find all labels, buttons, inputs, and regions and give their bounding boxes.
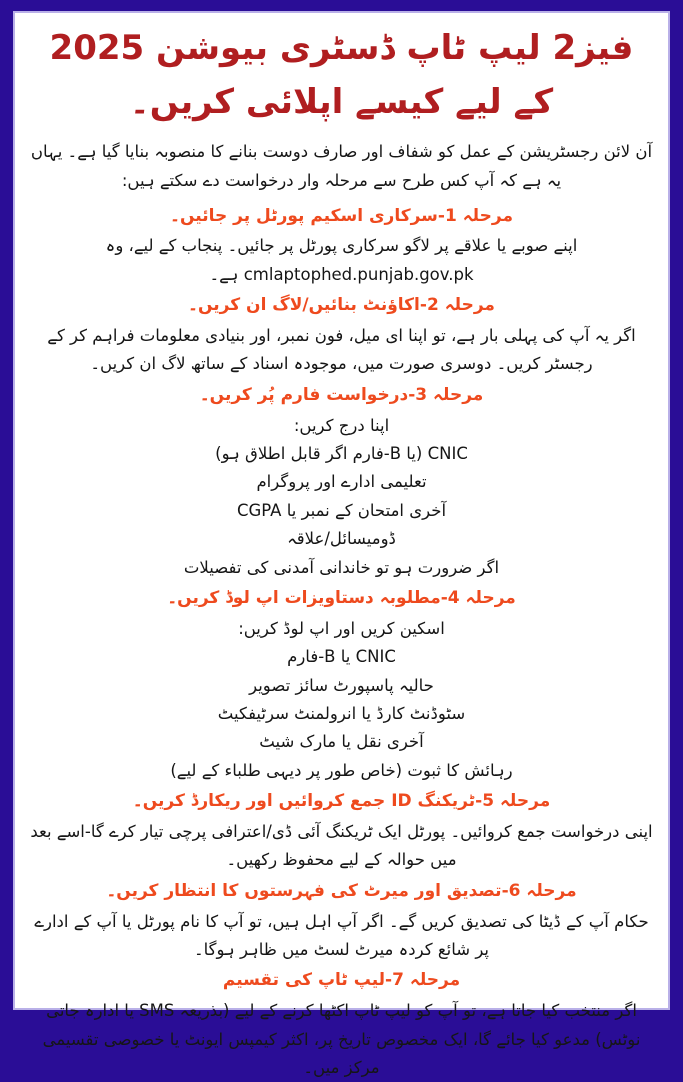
step-6-section: [29, 875, 654, 965]
step-3-item-income: اگر ضرورت ہو تو خاندانی آمدنی کی تفصیلات: [183, 557, 500, 577]
step-5-heading: مرحلہ 5-ٹریکنگ ID جمع کروائیں اور ریکارڈ کریں۔: [132, 791, 551, 812]
step-2-section: [29, 289, 654, 379]
step-1-body: اپنے صوبے یا علاقے پر لاگو سرکاری پورٹل پر جائیں۔ پنجاب کے لیے، وہ cmlaptophed.punjab.gov.pk ہے۔: [105, 236, 578, 284]
step-3-intro-line: اپنا درج کریں:: [293, 415, 390, 435]
intro-paragraph: آن لائن رجسٹریشن کے عمل کو شفاف اور صارف دوست بنانے کا منصوبہ بنایا گیا ہے۔ یہاں یہ ہے کہ آپ کس طرح سے مرحلہ وار درخواست دے سکتے ہیں:: [30, 141, 653, 190]
step-7-section: [29, 964, 654, 1082]
step-4-item-transcript: آخری نقل یا مارک شیٹ: [259, 732, 424, 752]
step-5-body: اپنی درخواست جمع کروائیں۔ پورٹل ایک ٹریکنگ آئی ڈی/اعترافی پرچی تیار کرے گا-اسے بعد میں حوالہ کے لیے محفوظ رکھیں۔: [30, 821, 653, 870]
step-3-item-institute: تعلیمی ادارے اور پروگرام: [256, 472, 427, 492]
step-4-item-cnic: CNIC یا B-فارم: [287, 647, 396, 667]
step-4-item-residence: رہائش کا ثبوت (خاص طور پر دیہی طلباء کے لیے): [170, 760, 513, 780]
step-6-body: حکام آپ کے ڈیٹا کی تصدیق کریں گے۔ اگر آپ اہل ہیں، تو آپ کا نام پورٹل یا آپ کے ادارے پر شائع کردہ میرٹ لسٹ میں ظاہر ہوگا۔: [34, 911, 649, 959]
step-3-heading: مرحلہ 3-درخواست فارم پُر کریں۔: [199, 384, 484, 405]
step-4-heading: مرحلہ 4-مطلوبہ دستاویزات اپ لوڈ کریں۔: [167, 587, 516, 608]
step-6-heading: مرحلہ 6-تصدیق اور میرٹ کی فہرستوں کا انتظار کریں۔: [106, 880, 577, 901]
step-2-body: اگر یہ آپ کی پہلی بار ہے، تو اپنا ای میل، فون نمبر، اور بنیادی معلومات فراہم کر کے رجسٹر کریں۔ دوسری صورت میں، موجودہ اسناد کے ساتھ لاگ ان کریں۔: [47, 326, 636, 374]
step-1-heading: مرحلہ 1-سرکاری اسکیم پورٹل پر جائیں۔: [170, 205, 513, 226]
step-4-item-photo: حالیہ پاسپورٹ سائز تصویر: [249, 675, 434, 695]
step-3-item-domicile: ڈومیسائل/علاقہ: [287, 529, 396, 549]
step-7-body: اگر منتخب کیا جاتا ہے، تو آپ کو لیپ ٹاپ اکٹھا کرنے کے لیے (بذریعہ SMS یا ادارہ جاتی نوٹس) مدعو کیا جائے گا، ایک مخصوص تاریخ پر، اکثر کیمپس ایونٹ یا خصوصی تقسیمی مرکز میں۔: [42, 1001, 641, 1078]
step-2-heading: مرحلہ 2-اکاؤنٹ بنائیں/لاگ ان کریں۔: [188, 295, 495, 316]
step-1-section: [29, 200, 654, 290]
step-5-section: [29, 785, 654, 875]
step-4-item-student-card: سٹوڈنٹ کارڈ یا انرولمنٹ سرٹیفکیٹ: [217, 703, 466, 723]
page-title: فیز2 لیپ ٹاپ ڈسٹری بیوشن 2025 کے لیے کیسے اپلائی کریں۔: [49, 28, 634, 123]
step-3-section: [29, 379, 654, 582]
step-4-intro-line: اسکین کریں اور اپ لوڈ کریں:: [238, 618, 445, 638]
document-page: [13, 11, 670, 1078]
step-3-item-marks: آخری امتحان کے نمبر یا CGPA: [236, 500, 447, 520]
step-3-item-cnic: CNIC (یا B-فارم اگر قابل اطلاق ہو): [215, 444, 468, 464]
step-4-section: [29, 582, 654, 785]
step-7-heading: مرحلہ 7-لیپ ٹاپ کی تقسیم: [222, 970, 461, 991]
